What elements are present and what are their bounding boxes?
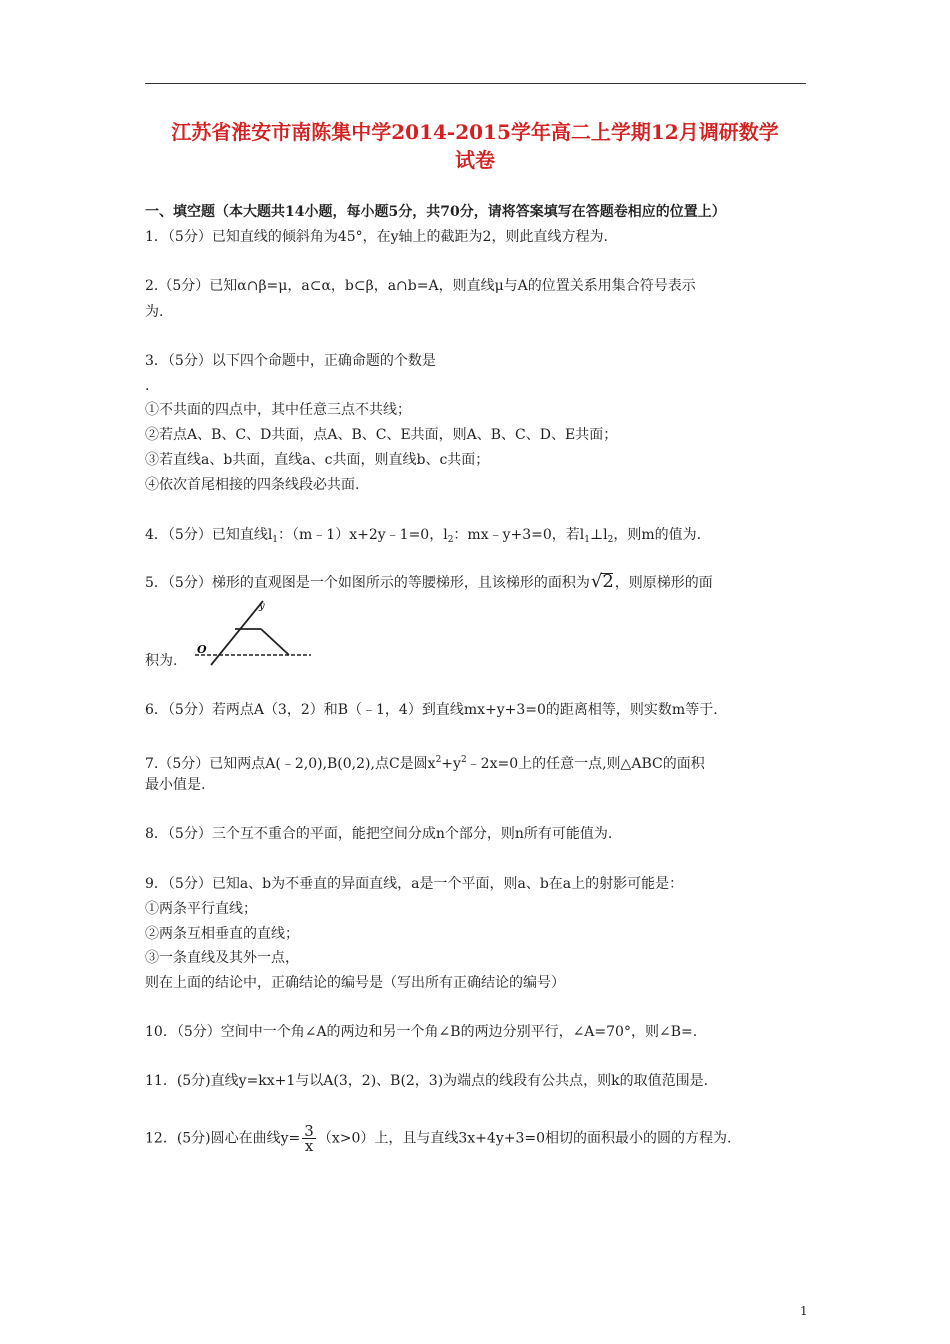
section-heading: 一、填空题（本大题共14小题，每小题5分，共70分，请将答案填写在答题卷相应的位置上）	[145, 204, 726, 220]
trapezoid-figure	[193, 597, 313, 667]
question-7-line-2: 最小值是.	[145, 777, 206, 793]
question-12: 12．(5分)圆心在曲线y= $\frac{3}{x}$ （x>0）上，且与直线3x+4y+3=0相切的面积最小的圆的方程为.	[145, 1122, 732, 1155]
question-3-option-4: ④依次首尾相接的四条线段必共面.	[145, 477, 360, 493]
superscript: 2	[435, 755, 442, 765]
subscript: 1	[272, 535, 279, 545]
y-axis-label: y	[259, 601, 265, 612]
sqrt-expression: √ 2	[590, 571, 614, 592]
question-9-option-3: ③一条直线及其外一点，	[145, 950, 299, 966]
question-3-option-3: ③若直线a、b共面，直线a、c共面，则直线b、c共面；	[145, 452, 490, 468]
question-3-stem: 3．（5分）以下四个命题中，正确命题的个数是	[145, 353, 436, 369]
question-3-option-2: ②若点A、B、C、D共面，点A、B、C、E共面，则A、B、C、D、E共面；	[145, 427, 618, 443]
page-number: 1	[800, 1304, 808, 1318]
question-9-tail: 则在上面的结论中，正确结论的编号是（写出所有正确结论的编号）	[145, 975, 565, 991]
origin-label: O	[197, 643, 207, 656]
question-8: 8．（5分）三个互不重合的平面，能把空间分成n个部分，则n所有可能值为.	[145, 826, 613, 842]
subscript: 2	[447, 535, 454, 545]
question-3-option-1: ①不共面的四点中，其中任意三点不共线；	[145, 402, 411, 418]
question-11: 11．(5分)直线y=kx+1与以A(3，2)、B(2，3)为端点的线段有公共点，则k的取值范围是.	[145, 1073, 709, 1089]
subscript: 1	[584, 535, 590, 545]
question-6: 6．（5分）若两点A（3，2）和B（﹣1，4）到直线mx+y+3=0的距离相等，则实数m等于.	[145, 702, 718, 718]
question-5-line-1: 5．（5分）梯形的直观图是一个如图所示的等腰梯形，且该梯形的面积为√ 2，则原梯形的面	[145, 571, 713, 592]
fraction: $\frac{3}{x}$	[304, 1122, 314, 1155]
question-10: 10．（5分）空间中一个角∠A的两边和另一个角∠B的两边分别平行，∠A=70°，则∠B=.	[145, 1024, 698, 1040]
question-3-dot: .	[145, 378, 150, 394]
question-2-line-1: 2.（5分）已知α∩β=μ，a⊂α，b⊂β，a∩b=A，则直线μ与A的位置关系用集合符号表示	[145, 278, 696, 294]
title-line-1: 江苏省淮安市南陈集中学2014-2015学年高二上学期12月调研数学	[171, 120, 779, 144]
question-2-line-2: 为.	[145, 304, 164, 320]
question-4: 4．（5分）已知直线$l_1$：（m﹣1）x+2y﹣1=0，$l_2$：mx﹣y+3=0，若$l_1\perp l_2$，则m的值为.	[145, 527, 702, 545]
header-rule	[145, 83, 806, 84]
superscript: 2	[460, 755, 467, 765]
question-5-line-2: 积为.	[145, 653, 178, 669]
question-1: 1．（5分）已知直线的倾斜角为45°，在y轴上的截距为2，则此直线方程为.	[145, 229, 608, 245]
question-7-line-1: 7.（5分）已知两点A(﹣2,0),B(0,2),点C是圆$x^2+y^2﹣2x=0$上的任意一点,则△ABC的面积	[145, 755, 705, 772]
question-9-option-1: ①两条平行直线；	[145, 901, 257, 917]
question-9-option-2: ②两条互相垂直的直线；	[145, 926, 299, 942]
document-title	[130, 118, 820, 174]
title-line-2: 试卷	[455, 148, 495, 172]
question-9-stem: 9．（5分）已知a、b为不垂直的异面直线，a是一个平面，则a、b在a上的射影可能是：	[145, 876, 684, 892]
subscript: 2	[607, 535, 614, 545]
trapezoid-right-leg	[261, 629, 289, 655]
